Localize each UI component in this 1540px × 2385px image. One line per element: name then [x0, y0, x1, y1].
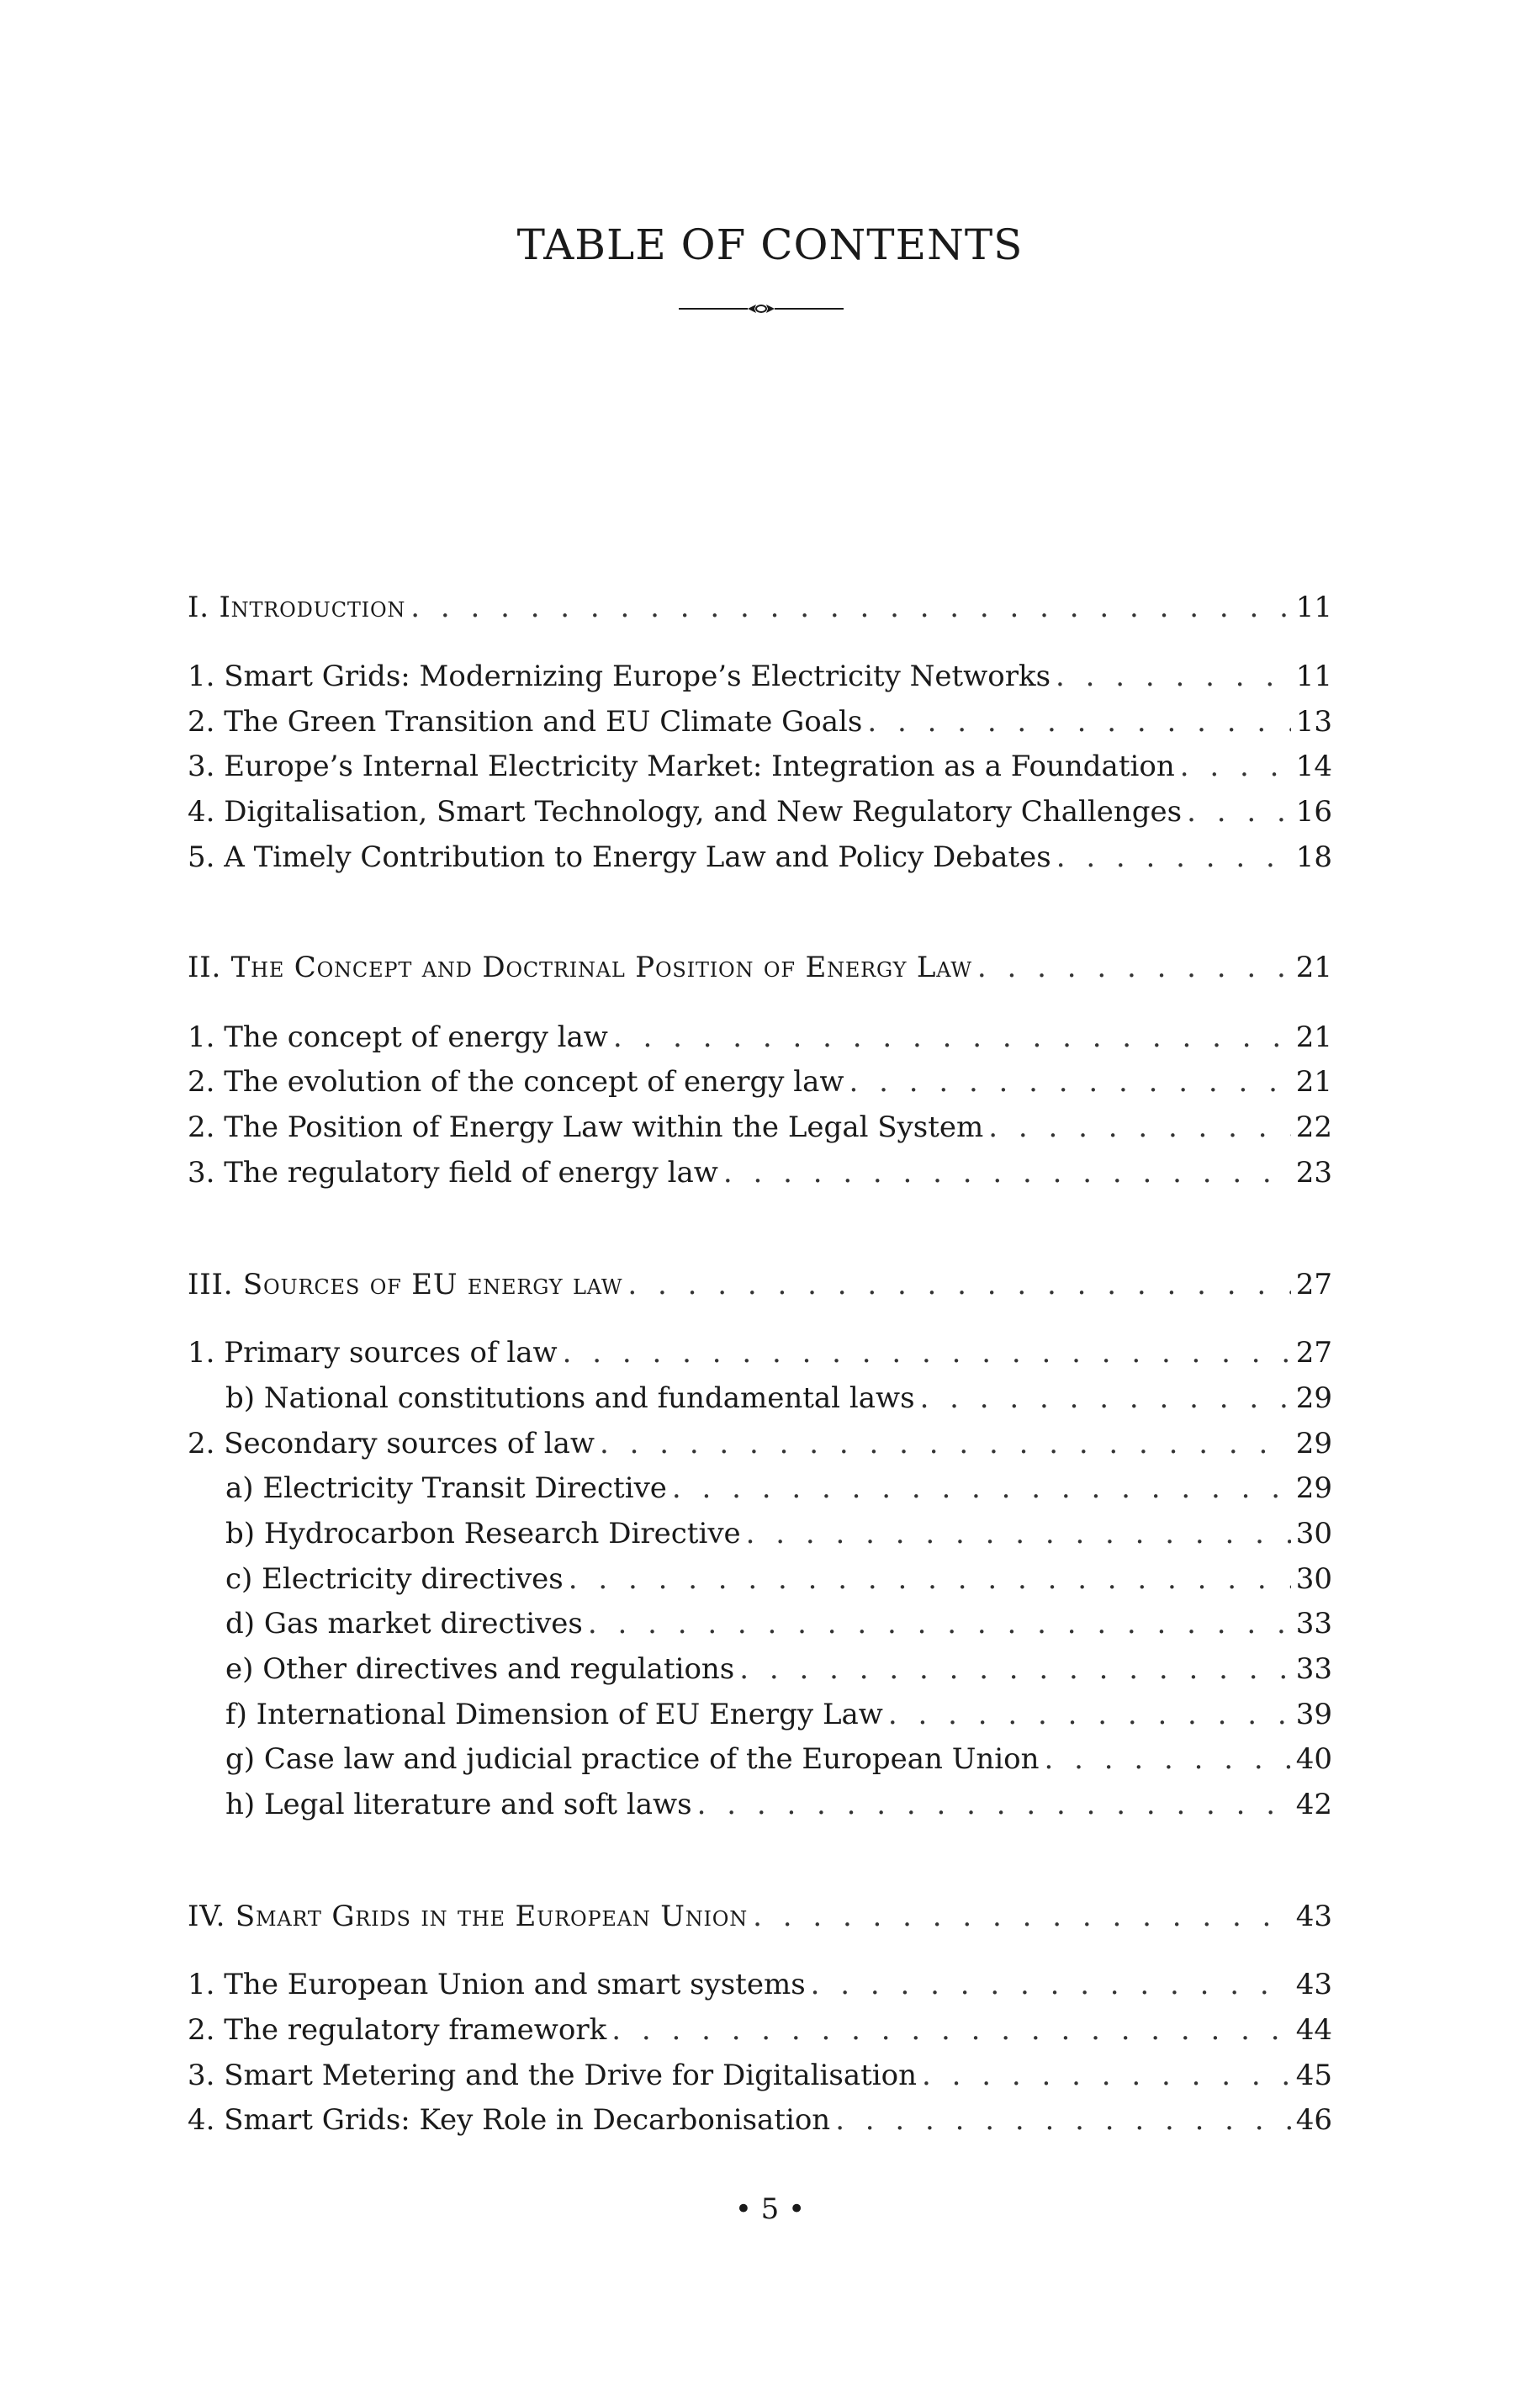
page-number: 46 — [1295, 2103, 1332, 2137]
page-title: TABLE OF CONTENTS — [516, 220, 1024, 269]
toc-entry-text: 5. A Timely Contribution to Energy Law and Policy Debates — [188, 840, 1051, 874]
toc-entry-text: 3. Smart Metering and the Drive for Digitalisation — [188, 2059, 918, 2092]
dot-leader — [600, 1425, 1291, 1462]
toc-entry[interactable] — [188, 1063, 1332, 1100]
toc-entry-text: 3. The regulatory field of energy law — [188, 1156, 718, 1190]
page-number: 11 — [1295, 660, 1332, 693]
page-number: 39 — [1295, 1698, 1332, 1731]
dot-leader — [746, 1515, 1291, 1552]
page-number: 22 — [1295, 1110, 1332, 1144]
toc-entry-text: 2. The Green Transition and EU Climate Goals — [188, 705, 863, 739]
page-number: 44 — [1295, 2013, 1332, 2047]
dot-leader — [1180, 748, 1291, 785]
toc-entry-text: h) Legal literature and soft laws — [225, 1788, 692, 1821]
toc-entry-text: 1. The concept of energy law — [188, 1020, 608, 1054]
toc-entry[interactable] — [188, 658, 1332, 695]
dot-leader — [849, 1063, 1290, 1100]
toc-entry-text: d) Gas market directives — [225, 1607, 583, 1640]
toc-entry-text: e) Other directives and regulations — [225, 1652, 735, 1686]
page-number: 21 — [1295, 1065, 1332, 1099]
dot-leader — [697, 1786, 1291, 1823]
dot-leader — [835, 2101, 1291, 2139]
toc-heading-text: II. The Concept and Doctrinal Position of Energy Law — [188, 951, 972, 984]
dot-leader — [563, 1334, 1291, 1371]
toc-entry[interactable] — [188, 1425, 1332, 1462]
page-number: 33 — [1295, 1652, 1332, 1686]
page-number: 45 — [1295, 2059, 1332, 2092]
dot-leader — [569, 1561, 1291, 1598]
toc-entry[interactable] — [188, 2011, 1332, 2048]
toc-entry[interactable] — [188, 1019, 1332, 1056]
toc-entry-text: b) National constitutions and fundamental laws — [225, 1381, 915, 1415]
dot-leader — [1056, 658, 1291, 695]
toc-entry-text: 2. The Position of Energy Law within the Legal System — [188, 1110, 984, 1144]
page-number: 18 — [1295, 840, 1332, 874]
toc-heading-text: I. Introduction — [188, 591, 406, 624]
dot-leader — [627, 1266, 1290, 1303]
dot-leader — [1045, 1741, 1291, 1778]
dot-leader — [723, 1154, 1291, 1191]
page-number: 11 — [1295, 591, 1332, 624]
toc-entry[interactable] — [188, 1966, 1332, 2003]
page-number: 14 — [1295, 750, 1332, 783]
toc-subentry[interactable] — [225, 1651, 1332, 1688]
toc-entry[interactable] — [188, 703, 1332, 740]
toc-heading-introduction[interactable] — [188, 589, 1332, 626]
toc-entry-text: 4. Digitalisation, Smart Technology, and New Regulatory Challenges — [188, 795, 1183, 829]
dot-leader — [611, 2011, 1291, 2048]
page-number: 27 — [1295, 1336, 1332, 1370]
dot-leader — [410, 589, 1291, 626]
toc-entry-text: c) Electricity directives — [225, 1562, 564, 1596]
page-number: 42 — [1295, 1788, 1332, 1821]
dot-leader — [1187, 793, 1291, 830]
toc-entry-text: g) Case law and judicial practice of the European Union — [225, 1742, 1040, 1776]
fleuron-divider-icon — [677, 296, 845, 321]
toc-entry[interactable] — [188, 2057, 1332, 2094]
toc-subentry[interactable] — [225, 1380, 1332, 1417]
toc-subentry[interactable] — [225, 1515, 1332, 1552]
toc-entry[interactable] — [188, 748, 1332, 785]
page-number: 27 — [1295, 1268, 1332, 1301]
toc-heading-energy-law-concept[interactable] — [188, 949, 1332, 986]
dot-leader — [753, 1898, 1291, 1935]
page-number: 29 — [1295, 1471, 1332, 1505]
page-number: 33 — [1295, 1607, 1332, 1640]
page-number: 21 — [1295, 951, 1332, 984]
toc-entry-text: 2. Secondary sources of law — [188, 1427, 595, 1460]
dot-leader — [811, 1966, 1291, 2003]
page-number: 21 — [1295, 1020, 1332, 1054]
toc-entry-text: 1. The European Union and smart systems — [188, 1968, 806, 2001]
page-number: 30 — [1295, 1562, 1332, 1596]
dot-leader — [588, 1605, 1291, 1642]
page-number: 43 — [1295, 1968, 1332, 2001]
toc-subentry[interactable] — [225, 1561, 1332, 1598]
toc-entry[interactable] — [188, 2101, 1332, 2139]
toc-subentry[interactable] — [225, 1696, 1332, 1733]
dot-leader — [888, 1696, 1291, 1733]
toc-entry-text: b) Hydrocarbon Research Directive — [225, 1517, 741, 1550]
toc-entry-text: 1. Primary sources of law — [188, 1336, 558, 1370]
page-number: 23 — [1295, 1156, 1332, 1190]
toc-heading-text: III. Sources of EU energy law — [188, 1268, 623, 1301]
toc-entry-text: 4. Smart Grids: Key Role in Decarbonisation — [188, 2103, 831, 2137]
page-number: 43 — [1295, 1900, 1332, 1933]
page-number-footer: • 5 • — [734, 2192, 806, 2226]
page-number: 13 — [1295, 705, 1332, 739]
dot-leader — [920, 1380, 1291, 1417]
toc-heading-smart-grids-eu[interactable] — [188, 1898, 1332, 1935]
toc-subentry[interactable] — [225, 1470, 1332, 1507]
toc-entry-text: 2. The evolution of the concept of energy law — [188, 1065, 844, 1099]
toc-heading-sources-eu-energy-law[interactable] — [188, 1266, 1332, 1303]
dot-leader — [739, 1651, 1290, 1688]
toc-entry[interactable] — [188, 793, 1332, 830]
dot-leader — [988, 1109, 1290, 1146]
dot-leader — [922, 2057, 1291, 2094]
toc-entry-text: 3. Europe’s Internal Electricity Market: Integration as a Foundation — [188, 750, 1175, 783]
toc-entry[interactable] — [188, 1109, 1332, 1146]
toc-entry[interactable] — [188, 1154, 1332, 1191]
toc-entry-text: a) Electricity Transit Directive — [225, 1471, 667, 1505]
page-number: 40 — [1295, 1742, 1332, 1776]
dot-leader — [613, 1019, 1291, 1056]
page-number: 16 — [1295, 795, 1332, 829]
toc-subentry[interactable] — [225, 1786, 1332, 1823]
toc-entry-text: 1. Smart Grids: Modernizing Europe’s Electricity Networks — [188, 660, 1051, 693]
toc-entry-text: 2. The regulatory framework — [188, 2013, 607, 2047]
dot-leader — [1056, 839, 1291, 876]
toc-subentry[interactable] — [225, 1605, 1332, 1642]
dot-leader — [672, 1470, 1291, 1507]
page-number: 30 — [1295, 1517, 1332, 1550]
dot-leader — [867, 703, 1290, 740]
toc-entry[interactable] — [188, 839, 1332, 876]
dot-leader — [977, 949, 1291, 986]
toc-entry-text: f) International Dimension of EU Energy Law — [225, 1698, 883, 1731]
page-number: 29 — [1295, 1381, 1332, 1415]
page-number: 29 — [1295, 1427, 1332, 1460]
toc-subentry[interactable] — [225, 1741, 1332, 1778]
toc-heading-text: IV. Smart Grids in the European Union — [188, 1900, 749, 1933]
toc-entry[interactable] — [188, 1334, 1332, 1371]
